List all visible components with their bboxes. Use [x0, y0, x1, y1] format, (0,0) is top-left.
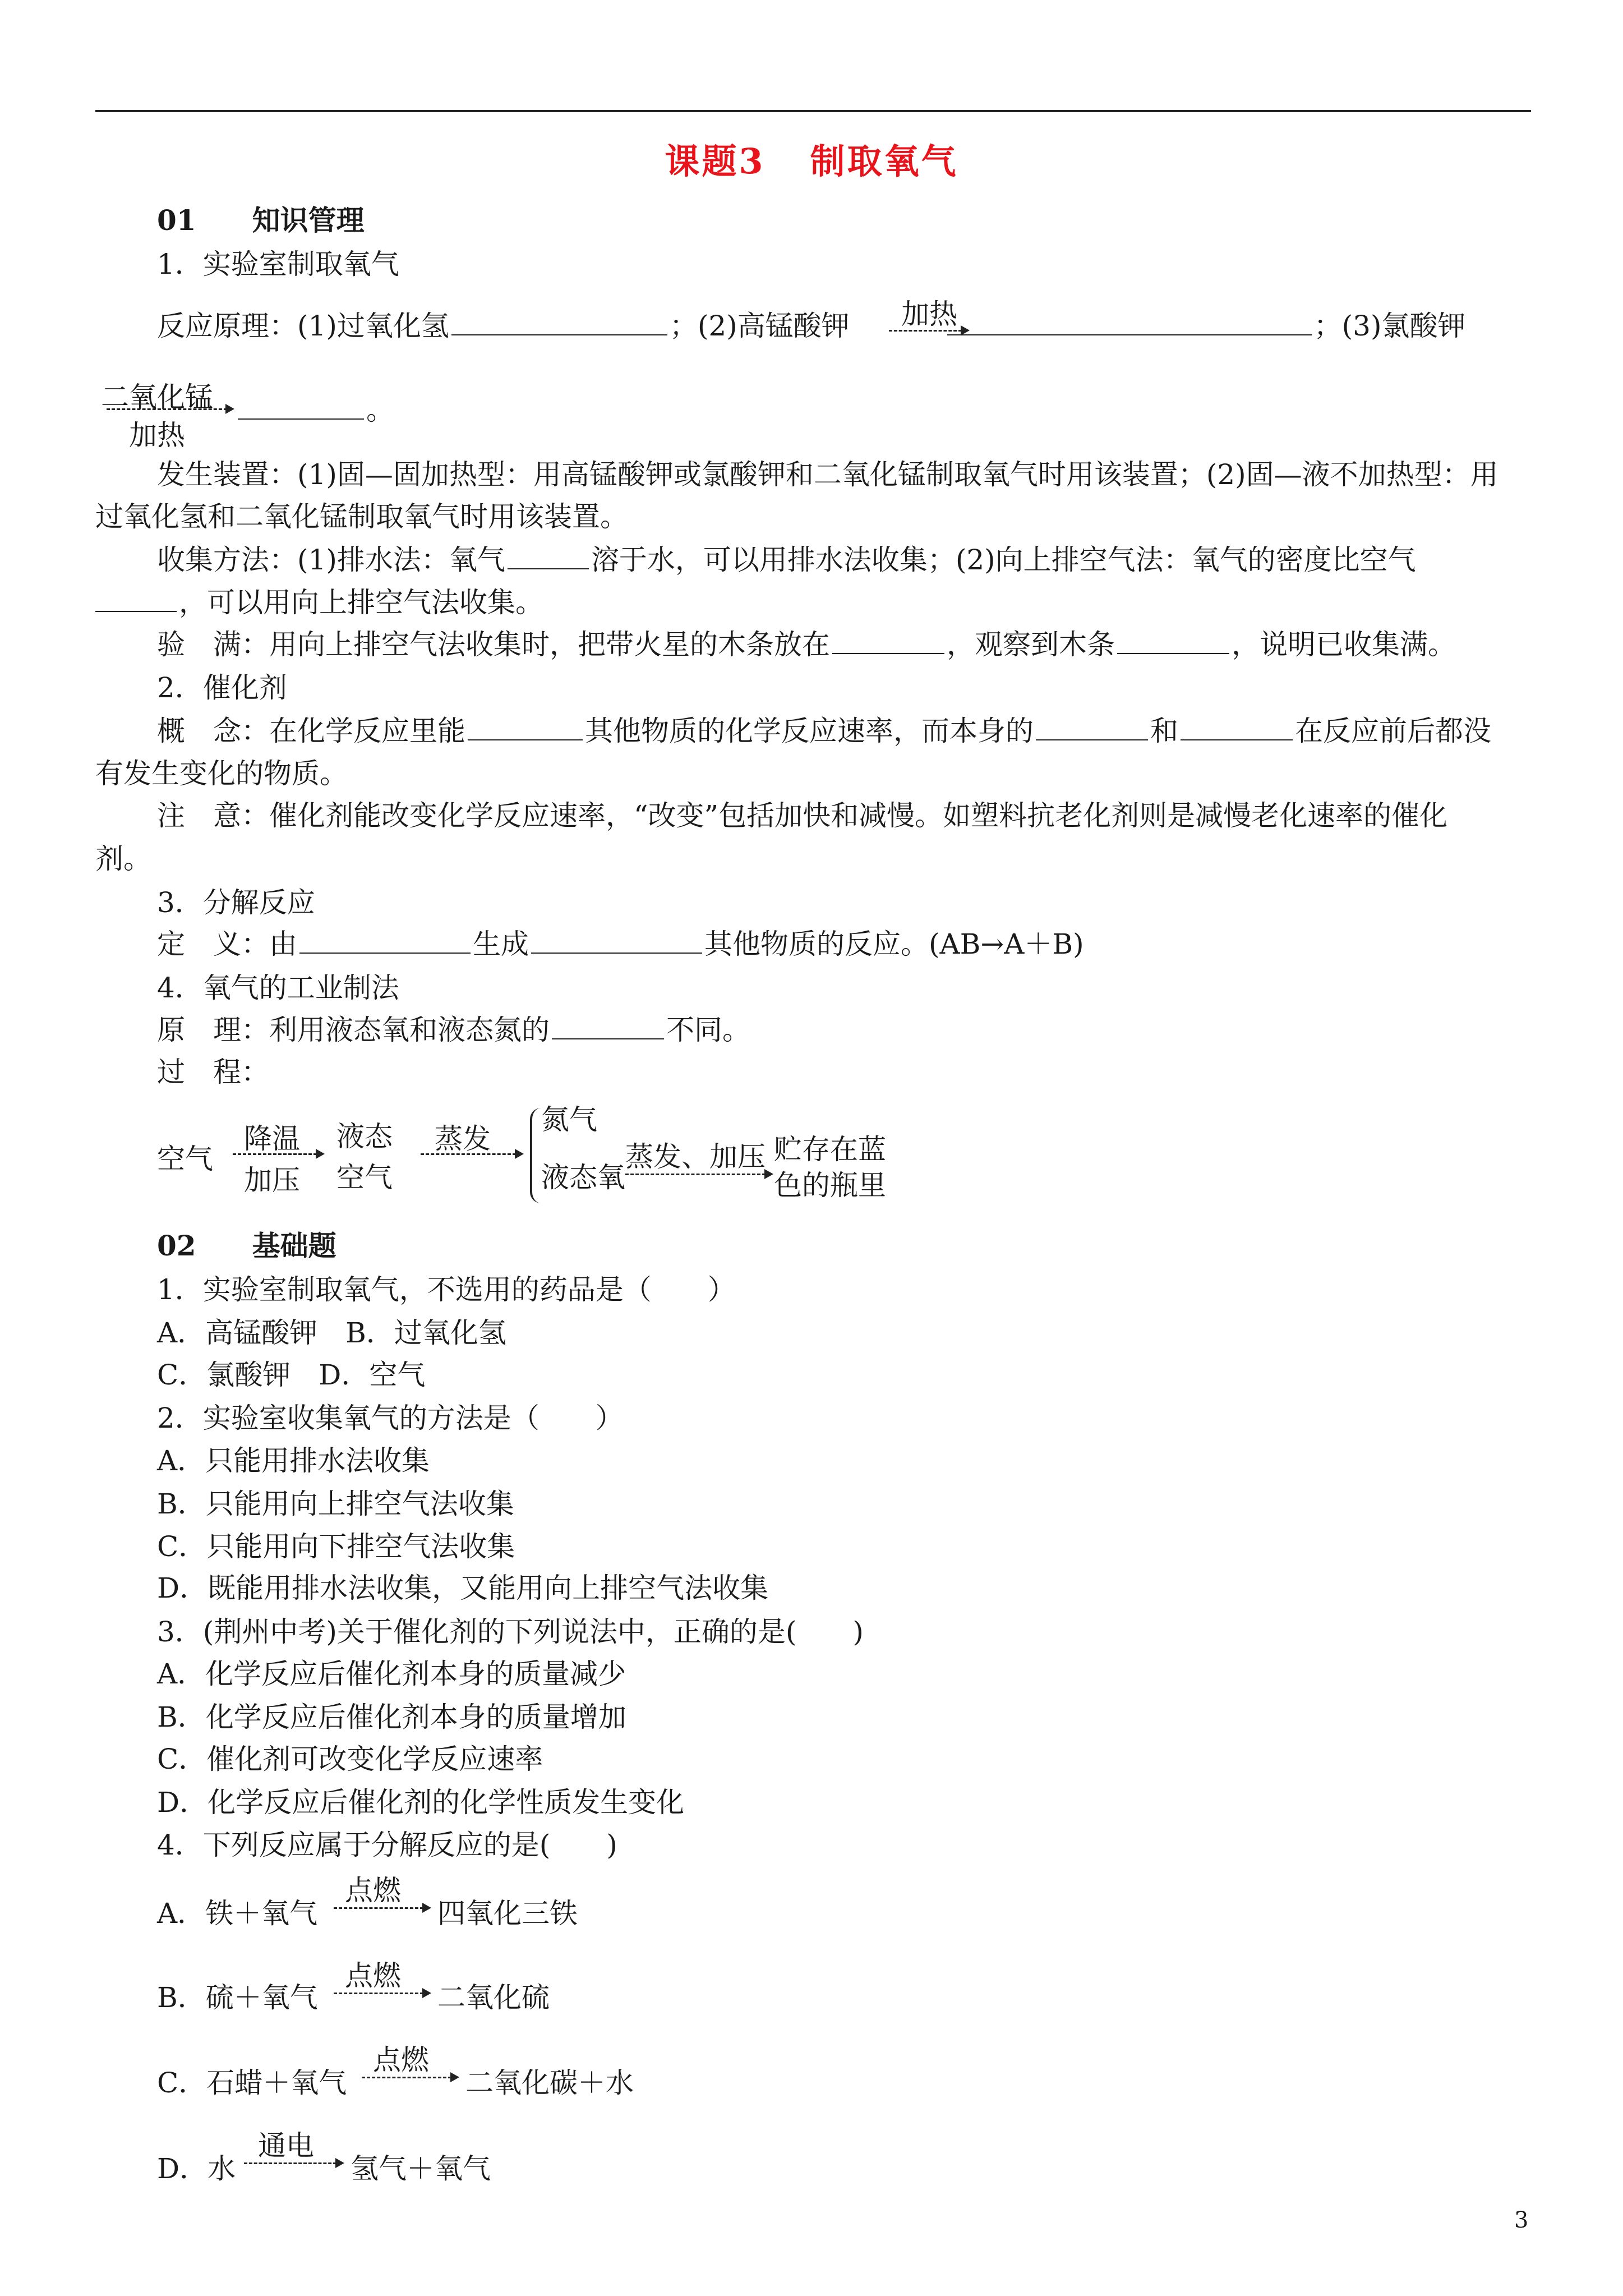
q1-stem: 1．实验室制取氧气，不选用的药品是（ ） [157, 1273, 736, 1306]
q2-stem: 2．实验室收集氧气的方法是（ ） [157, 1402, 624, 1434]
q4-option-b-right: 二氧化硫 [437, 1981, 550, 2014]
q2-option-d: D．既能用排水法收集，又能用向上排空气法收集 [157, 1572, 769, 1604]
q4-option-a-left: A．铁＋氧气 [157, 1897, 318, 1930]
q2-option-a: A．只能用排水法收集 [157, 1444, 430, 1477]
header-rule [95, 110, 1531, 112]
check-full: 验 满：用向上排空气法收集时，把带火星的木条放在 ，观察到木条 ，说明已收集满。 [157, 628, 1456, 661]
q3-option-c: C．催化剂可改变化学反应速率 [157, 1743, 543, 1775]
process-label: 过 程： [157, 1056, 269, 1088]
flow-store-2: 色的瓶里 [774, 1169, 886, 1202]
q2-option-b: B．只能用向上排空气法收集 [157, 1488, 514, 1520]
flow-liquid-oxygen: 液态氧 [541, 1161, 625, 1194]
collect-line-1: 收集方法：(1)排水法：氧气 溶于水，可以用排水法收集；(2)向上排空气法：氧气的密度比空气 [157, 544, 1416, 576]
principle-line: 原 理：利用液态氧和液态氮的 不同。 [157, 1014, 750, 1046]
flow-air: 空气 [157, 1143, 213, 1175]
q4-stem: 4．下列反应属于分解反应的是( ) [157, 1829, 617, 1861]
item-lab: 1．实验室制取氧气 [157, 248, 399, 280]
flow-liquid-air-2: 空气 [336, 1161, 393, 1194]
q4-option-d-left: D．水 [157, 2152, 236, 2185]
q1-options-cd: C．氯酸钾 D．空气 [157, 1359, 426, 1391]
collect-line-2: ，可以用向上排空气法收集。 [95, 585, 543, 620]
device-line-1: 发生装置：(1)固—固加热型：用高锰酸钾或氯酸钾和二氧化锰制取氧气时用该装置；(2)固—液不加热型：用 [157, 458, 1498, 491]
concept-line-1: 概 念：在化学反应里能 其他物质的化学反应速率，而本身的 和 在反应前后都没 [157, 715, 1491, 747]
item-industry: 4．氧气的工业制法 [157, 972, 399, 1004]
reaction-principle: 反应原理：(1)过氧化氢 ；(2)高锰酸钾 ；(3)氯酸钾 [157, 310, 1466, 342]
q2-option-c: C．只能用向下排空气法收集 [157, 1530, 515, 1563]
note-line-1: 注 意：催化剂能改变化学反应速率，“改变”包括加快和减慢。如塑料抗老化剂则是减慢老化速率的催化 [157, 799, 1448, 832]
q3-option-b: B．化学反应后催化剂本身的质量增加 [157, 1701, 626, 1733]
section-heading-2: 02 基础题 [157, 1229, 336, 1262]
q1-options-ab: A．高锰酸钾 B．过氧化氢 [157, 1317, 506, 1349]
q4-option-c-left: C．石蜡＋氧气 [157, 2067, 347, 2099]
q4-option-c-right: 二氧化碳＋水 [465, 2067, 634, 2099]
item-decomposition: 3．分解反应 [157, 886, 315, 919]
q3-stem: 3．(荆州中考)关于催化剂的下列说法中，正确的是( ) [157, 1616, 864, 1648]
flow-store-1: 贮存在蓝 [774, 1133, 886, 1166]
note-line-2: 剂。 [95, 843, 151, 875]
page-title: 课题3 制取氧气 [665, 141, 958, 182]
q4-option-a-right: 四氧化三铁 [437, 1897, 578, 1930]
page-number: 3 [1514, 2207, 1529, 2233]
concept-line-2: 有发生变化的物质。 [95, 757, 348, 790]
q4-option-b-left: B．硫＋氧气 [157, 1981, 318, 2014]
flow-nitrogen: 氮气 [541, 1103, 597, 1136]
mno2-line: 。 [236, 393, 394, 427]
definition-line: 定 义：由 生成 其他物质的反应。(AB→A＋B) [157, 928, 1084, 960]
q3-option-d: D．化学反应后催化剂的化学性质发生变化 [157, 1786, 685, 1819]
section-heading-1: 01 知识管理 [157, 204, 365, 237]
q3-option-a: A．化学反应后催化剂本身的质量减少 [157, 1658, 626, 1690]
item-catalyst: 2．催化剂 [157, 671, 287, 704]
flow-liquid-air-1: 液态 [336, 1120, 393, 1153]
q4-option-d-right: 氢气＋氧气 [351, 2152, 491, 2185]
device-line-2: 过氧化氢和二氧化锰制取氧气时用该装置。 [95, 500, 628, 533]
